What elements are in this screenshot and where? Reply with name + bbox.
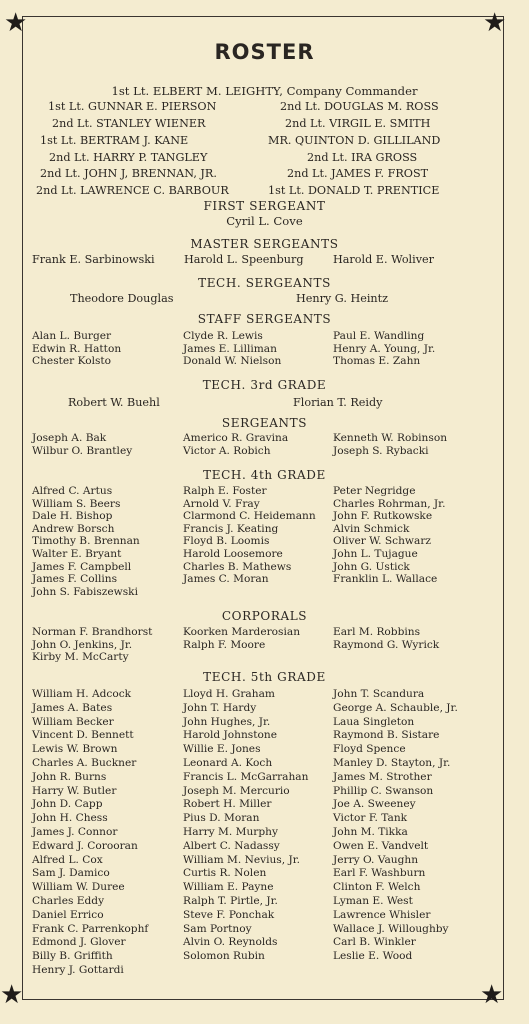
star-icon: ★	[4, 8, 28, 38]
commander: 1st Lt. ELBERT M. LEIGHTY, Company Commander	[111, 84, 418, 98]
officer: 2nd Lt. JAMES F. FROST	[287, 167, 429, 180]
roster-name: Daniel Errico	[32, 908, 104, 921]
roster-name: Donald W. Nielson	[183, 355, 282, 368]
roster-name: Henry J. Gottardi	[32, 963, 124, 976]
roster-name: John T. Scandura	[333, 688, 425, 700]
roster-name: Joe A. Sweeney	[333, 798, 416, 811]
roster-name: Raymond G. Wyrick	[333, 638, 440, 651]
roster-name: Charles A. Buckner	[32, 756, 137, 769]
roster-name: Frank C. Parrenkophf	[32, 922, 149, 935]
roster-name: Jerry O. Vaughn	[333, 853, 419, 866]
officer: 2nd Lt. DOUGLAS M. ROSS	[280, 100, 439, 113]
roster-name: Francis J. Keating	[183, 522, 279, 535]
roster-name: Timothy B. Brennan	[32, 535, 140, 548]
roster-name: James C. Moran	[183, 573, 269, 586]
roster-name: Thomas E. Zahn	[333, 355, 421, 368]
roster-name: Lewis W. Brown	[32, 743, 118, 756]
roster-name: Earl F. Washburn	[333, 867, 426, 880]
staff-sergeants-col2	[183, 330, 281, 368]
roster-name: John M. Tikka	[333, 825, 408, 838]
officer: 2nd Lt. LAWRENCE C. BARBOUR	[36, 184, 229, 197]
roster-name: Wilbur O. Brantley	[32, 444, 133, 457]
section-heading: CORPORALS	[221, 609, 308, 623]
roster-name: James M. Strother	[333, 770, 432, 783]
tech-5th-col1	[32, 688, 148, 978]
roster-name: Pius D. Moran	[183, 812, 260, 825]
roster-name: Henry G. Heintz	[296, 292, 389, 305]
roster-name: Florian T. Reidy	[293, 396, 383, 409]
section-heading: STAFF SERGEANTS	[197, 312, 332, 326]
roster-name: Franklin L. Wallace	[333, 573, 438, 586]
roster-name: Norman F. Brandhorst	[32, 626, 153, 638]
sergeants-col1	[32, 432, 132, 457]
roster-name: Lawrence Whisler	[333, 908, 431, 921]
roster-name: John F. Rutkowske	[333, 510, 433, 523]
roster-name: Harry W. Butler	[32, 784, 117, 797]
roster-name: Harold Loosemore	[183, 547, 283, 560]
roster-name: Willie E. Jones	[183, 743, 261, 756]
roster-name: Harold E. Woliver	[333, 253, 435, 266]
sergeants-col3	[333, 432, 447, 457]
roster-name: Theodore Douglas	[70, 292, 174, 305]
roster-name: Curtis R. Nolen	[183, 867, 267, 880]
roster-name: Chester Kolsto	[32, 355, 112, 368]
roster-name: Edwin R. Hatton	[32, 342, 122, 355]
roster-name: Wallace J. Willoughby	[333, 922, 449, 935]
roster-name: Frank E. Sarbinowski	[32, 253, 155, 266]
roster-name: Peter Negridge	[333, 485, 416, 497]
roster-name: Clyde R. Lewis	[183, 330, 263, 342]
roster-name: Arnold V. Fray	[183, 497, 260, 510]
roster-name: Lloyd H. Graham	[183, 688, 275, 700]
roster-name: Francis L. McGarrahan	[183, 770, 309, 783]
section-heading: MASTER SERGEANTS	[190, 237, 339, 251]
roster-name: Paul E. Wandling	[333, 330, 425, 342]
roster-name: Joseph M. Mercurio	[183, 784, 290, 797]
roster-name: Albert C. Nadassy	[183, 839, 280, 852]
roster-name: Charles B. Mathews	[183, 560, 292, 573]
officer: 1st Lt. GUNNAR E. PIERSON	[48, 100, 217, 113]
roster-name: Billy B. Griffith	[32, 950, 113, 963]
roster-name: George A. Schauble, Jr.	[333, 701, 458, 714]
roster-name: Oliver W. Schwarz	[333, 535, 431, 548]
roster-name: John T. Hardy	[183, 701, 257, 714]
officer: 1st Lt. DONALD T. PRENTICE	[268, 184, 440, 197]
roster-name: Ralph T. Pirtle, Jr.	[183, 894, 278, 907]
roster-name: Steve F. Ponchak	[183, 908, 275, 921]
section-heading: TECH. 3rd GRADE	[202, 378, 327, 392]
tech-4th-col2	[183, 485, 316, 586]
roster-name: John O. Jenkins, Jr.	[32, 638, 133, 651]
star-icon: ★	[0, 980, 24, 1010]
roster-name: James E. Lilliman	[183, 342, 277, 355]
officer: 2nd Lt. VIRGIL E. SMITH	[285, 117, 431, 130]
roster-name: Edmond J. Glover	[32, 936, 126, 949]
roster-name: Robert W. Buehl	[68, 396, 160, 409]
roster-name: Phillip C. Swanson	[333, 784, 434, 797]
corporals-col3	[333, 626, 439, 651]
roster-name: William Becker	[32, 715, 114, 728]
roster-name: Sam J. Damico	[32, 867, 110, 880]
roster-name: Lyman E. West	[333, 894, 413, 907]
officer: 2nd Lt. IRA GROSS	[307, 151, 418, 164]
roster-name: John R. Burns	[32, 770, 107, 783]
roster-name: James F. Collins	[32, 573, 118, 586]
officer: MR. QUINTON D. GILLILAND	[268, 134, 441, 147]
roster-name: Charles Eddy	[32, 894, 105, 907]
roster-name: James A. Bates	[32, 701, 113, 714]
roster-name: Floyd Spence	[333, 743, 406, 756]
roster-name: Andrew Borsch	[32, 522, 115, 535]
roster-name: Harry M. Murphy	[183, 825, 278, 838]
roster-name: Koorken Marderosian	[183, 626, 301, 638]
roster-name: Owen E. Vandvelt	[333, 839, 429, 852]
officer: 2nd Lt. HARRY P. TANGLEY	[49, 151, 208, 164]
page-title: ROSTER	[214, 40, 315, 64]
sergeants-col2	[183, 432, 288, 457]
roster-name: James J. Connor	[32, 825, 118, 838]
roster-name: Sam Portnoy	[183, 922, 252, 935]
roster-name: Ralph F. Moore	[183, 638, 266, 651]
roster-name: William W. Duree	[32, 881, 125, 894]
roster-name: Carl B. Winkler	[333, 936, 416, 949]
roster-name: Kirby M. McCarty	[32, 651, 129, 664]
section-heading: TECH. SERGEANTS	[198, 276, 331, 290]
roster-name: Clarmond C. Heidemann	[183, 510, 316, 523]
roster-name: Henry A. Young, Jr.	[333, 342, 436, 355]
roster-name: Kenneth W. Robinson	[333, 432, 448, 444]
roster-name: Americo R. Gravina	[183, 432, 289, 444]
roster-name: James F. Campbell	[32, 560, 132, 573]
roster-name: Leslie E. Wood	[333, 950, 413, 963]
officer: 2nd Lt. STANLEY WIENER	[52, 117, 206, 130]
roster-name: Harold Johnstone	[183, 729, 277, 742]
roster-name: William H. Adcock	[32, 688, 132, 700]
tech-4th-col3	[333, 485, 445, 586]
roster-name: Vincent D. Bennett	[32, 729, 134, 742]
roster-name: John G. Ustick	[333, 560, 410, 573]
roster-name: Solomon Rubin	[183, 950, 265, 963]
roster-name: Alfred L. Cox	[32, 853, 103, 866]
roster-name: Leonard A. Koch	[183, 756, 273, 769]
roster-name: John H. Chess	[32, 812, 108, 825]
tech-5th-col3	[333, 688, 458, 964]
officer: 2nd Lt. JOHN J, BRENNAN, JR.	[40, 167, 217, 180]
roster-name: Robert H. Miller	[183, 798, 272, 811]
roster-name: William M. Nevius, Jr.	[183, 853, 300, 866]
staff-sergeants-col3	[333, 330, 435, 368]
roster-name: Joseph A. Bak	[32, 432, 107, 444]
roster-name: Floyd B. Loomis	[183, 535, 270, 548]
roster-name: John D. Capp	[32, 798, 103, 811]
roster-name: Manley D. Stayton, Jr.	[333, 756, 451, 769]
roster-name: John Hughes, Jr.	[183, 715, 271, 728]
star-icon: ★	[480, 980, 504, 1010]
section-heading: TECH. 5th GRADE	[203, 670, 326, 684]
roster-name: Victor F. Tank	[333, 812, 408, 825]
roster-name: Joseph S. Rybacki	[333, 444, 429, 457]
tech-5th-col2	[183, 688, 308, 964]
roster-name: Harold L. Speenburg	[184, 253, 304, 266]
roster-name: Edward J. Corooran	[32, 839, 138, 852]
roster-name: Charles Rohrman, Jr.	[333, 497, 446, 510]
roster-name: Alvin O. Reynolds	[183, 936, 278, 949]
section-heading: TECH. 4th GRADE	[203, 468, 326, 482]
roster-name: Raymond B. Sistare	[333, 729, 440, 742]
roster-name: Alan L. Burger	[32, 330, 112, 342]
roster-name: Clinton F. Welch	[333, 881, 421, 894]
tech-4th-col1	[32, 485, 140, 598]
roster-name: Dale H. Bishop	[32, 510, 113, 523]
star-icon: ★	[483, 8, 507, 38]
roster-name: Earl M. Robbins	[333, 626, 421, 638]
officer: 1st Lt. BERTRAM J. KANE	[40, 134, 189, 147]
roster-name: Victor A. Robich	[183, 444, 271, 457]
roster-name: Laua Singleton	[333, 715, 415, 728]
roster-name: Walter E. Bryant	[32, 547, 122, 560]
section-heading: SERGEANTS	[221, 416, 308, 430]
roster-name: Alfred C. Artus	[32, 485, 113, 497]
first-sergeant-name: Cyril L. Cove	[226, 214, 303, 228]
roster-name: William S. Beers	[32, 497, 121, 510]
corporals-col2	[183, 626, 300, 651]
roster-name: William E. Payne	[183, 881, 274, 894]
roster-name: Alvin Schmick	[333, 522, 410, 535]
corporals-col1	[32, 626, 152, 664]
section-heading: FIRST SERGEANT	[203, 199, 326, 213]
roster-name: Ralph E. Foster	[183, 485, 267, 497]
roster-name: John L. Tujague	[333, 547, 418, 560]
roster-name: John S. Fabiszewski	[32, 585, 138, 598]
staff-sergeants-col1	[32, 330, 121, 368]
